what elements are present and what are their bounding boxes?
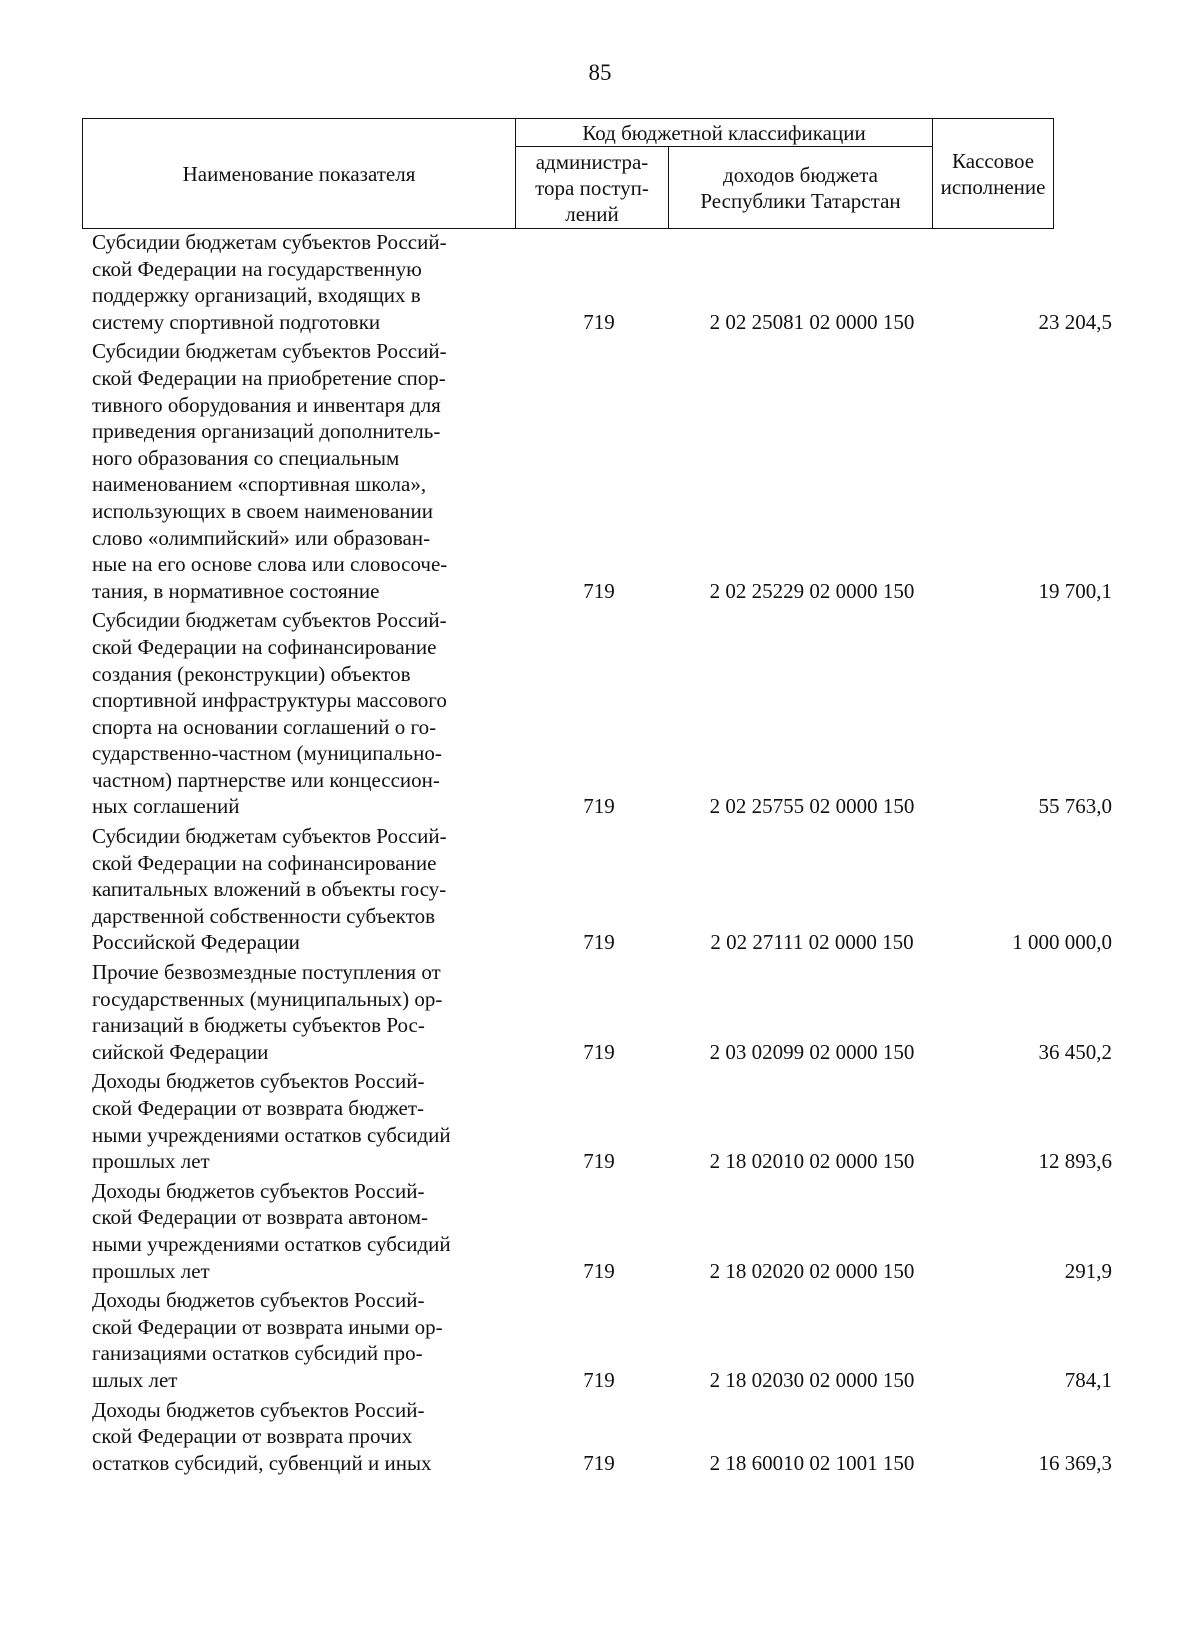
indicator-name-line: сударственно-частном (муниципально- <box>92 741 442 766</box>
indicator-name-line: ской Федерации от возврата автоном- <box>92 1205 429 1230</box>
indicator-name <box>82 229 522 335</box>
indicator-name-line: наименованием «спортивная школа», <box>92 472 427 497</box>
indicator-name-line: тивного оборудования и инвентаря для <box>92 392 441 417</box>
cash-execution-amount: 19 700,1 <box>1038 578 1112 603</box>
budget-classification-code: 2 18 02020 02 0000 150 <box>709 1258 915 1283</box>
indicator-name <box>82 1068 522 1174</box>
indicator-name-line: Доходы бюджетов субъектов Россий- <box>92 1069 425 1094</box>
indicator-name-line: ного образования со специальным <box>92 445 400 470</box>
indicator-name-line: систему спортивной подготовки <box>92 309 381 334</box>
table-row <box>82 229 1122 335</box>
indicator-name-line: Субсидии бюджетам субъектов Россий- <box>92 824 447 849</box>
indicator-name-line: Прочие безвозмездные поступления от <box>92 960 441 985</box>
table-body <box>82 229 1122 1479</box>
budget-classification-code: 2 18 02010 02 0000 150 <box>709 1149 915 1174</box>
cash-execution-amount: 23 204,5 <box>1038 309 1112 334</box>
table-row <box>82 959 1122 1065</box>
admin-code: 719 <box>583 1258 615 1283</box>
table-row <box>82 1287 1122 1393</box>
indicator-name-line: шлых лет <box>92 1367 178 1392</box>
budget-classification-code: 2 03 02099 02 0000 150 <box>709 1039 915 1064</box>
admin-code: 719 <box>583 794 615 819</box>
indicator-name-line: Российской Федерации <box>92 930 300 955</box>
header-name: Наименование показателя <box>83 119 516 229</box>
header-execution: Кассовое исполнение <box>933 119 1054 229</box>
indicator-name <box>82 959 522 1065</box>
indicator-name-line: ными учреждениями остатков субсидий <box>92 1122 451 1147</box>
indicator-name-line: использующих в своем наименовании <box>92 498 433 523</box>
indicator-name-line: ской Федерации на софинансирование <box>92 634 437 659</box>
cash-execution-amount: 16 369,3 <box>1038 1450 1112 1475</box>
indicator-name-line: ской Федерации от возврата иными ор- <box>92 1314 443 1339</box>
indicator-name-line: Субсидии бюджетам субъектов Россий- <box>92 230 447 254</box>
indicator-name-line: дарственной собственности субъектов <box>92 903 436 928</box>
budget-classification-code: 2 18 02030 02 0000 150 <box>709 1367 915 1392</box>
indicator-name-line: ных соглашений <box>92 794 240 819</box>
admin-code: 719 <box>583 309 615 334</box>
indicator-name <box>82 1397 522 1477</box>
indicator-name <box>82 823 522 956</box>
admin-code: 719 <box>583 1367 615 1392</box>
indicator-name <box>82 1178 522 1284</box>
indicator-name-line: ской Федерации на государственную <box>92 256 422 281</box>
table-row <box>82 823 1122 956</box>
indicator-name-line: поддержку организаций, входящих в <box>92 283 421 308</box>
indicator-name-line: тания, в нормативное состояние <box>92 578 380 603</box>
indicator-name-line: капитальных вложений в объекты госу- <box>92 877 447 902</box>
indicator-name-line: Субсидии бюджетам субъектов Россий- <box>92 608 447 633</box>
indicator-name-line: ные на его основе слова или словосоче- <box>92 552 448 577</box>
table-row <box>82 1068 1122 1174</box>
indicator-name-line: приведения организаций дополнитель- <box>92 419 441 444</box>
table-row <box>82 1397 1122 1477</box>
indicator-name-line: государственных (муниципальных) ор- <box>92 986 443 1011</box>
cash-execution-amount: 784,1 <box>1064 1367 1112 1392</box>
admin-code: 719 <box>583 1450 615 1475</box>
indicator-name <box>82 1287 522 1393</box>
table-row <box>82 607 1122 820</box>
table-row <box>82 1178 1122 1284</box>
admin-code: 719 <box>583 1149 615 1174</box>
cash-execution-amount: 55 763,0 <box>1038 794 1112 819</box>
budget-classification-code: 2 18 60010 02 1001 150 <box>709 1450 915 1475</box>
header-code-group: Код бюджетной классификации <box>516 119 933 147</box>
indicator-name-line: спортивной инфраструктуры массового <box>92 688 447 713</box>
indicator-name-line: ской Федерации от возврата бюджет- <box>92 1096 425 1120</box>
indicator-name-line: остатков субсидий, субвенций и иных <box>92 1450 432 1475</box>
admin-code: 719 <box>583 930 615 955</box>
indicator-name-line: Доходы бюджетов субъектов Россий- <box>92 1178 425 1203</box>
cash-execution-amount: 36 450,2 <box>1038 1039 1112 1064</box>
indicator-name-line: создания (реконструкции) объектов <box>92 661 411 686</box>
budget-classification-code: 2 02 27111 02 0000 150 <box>710 930 914 955</box>
budget-classification-code: 2 02 25755 02 0000 150 <box>709 794 915 819</box>
indicator-name-line: ской Федерации от возврата прочих <box>92 1424 413 1449</box>
budget-classification-code: 2 02 25229 02 0000 150 <box>709 578 915 603</box>
indicator-name-line: сийской Федерации <box>92 1039 269 1064</box>
indicator-name-line: прошлых лет <box>92 1149 210 1174</box>
indicator-name <box>82 607 522 820</box>
table-header <box>82 118 1054 229</box>
cash-execution-amount: 12 893,6 <box>1038 1149 1112 1174</box>
cash-execution-amount: 1 000 000,0 <box>1012 930 1112 955</box>
cash-execution-amount: 291,9 <box>1064 1258 1112 1283</box>
budget-classification-code: 2 02 25081 02 0000 150 <box>709 309 915 334</box>
admin-code: 719 <box>583 1039 615 1064</box>
indicator-name-line: слово «олимпийский» или образован- <box>92 525 431 550</box>
indicator-name <box>82 338 522 604</box>
indicator-name-line: ганизаций в бюджеты субъектов Рос- <box>92 1013 425 1038</box>
header-admin: администра- тора поступ- лений <box>516 147 669 229</box>
indicator-name-line: частном) партнерстве или концессион- <box>92 767 440 792</box>
table-row <box>82 338 1122 604</box>
indicator-name-line: ской Федерации на приобретение спор- <box>92 365 446 390</box>
admin-code: 719 <box>583 578 615 603</box>
page-number: 85 <box>588 60 612 85</box>
indicator-name-line: Субсидии бюджетам субъектов Россий- <box>92 339 447 364</box>
indicator-name-line: Доходы бюджетов субъектов Россий- <box>92 1288 425 1313</box>
indicator-name-line: ской Федерации на софинансирование <box>92 850 437 875</box>
header-income: доходов бюджета Республики Татарстан <box>669 147 933 229</box>
indicator-name-line: ными учреждениями остатков субсидий <box>92 1231 451 1256</box>
indicator-name-line: ганизациями остатков субсидий про- <box>92 1341 423 1366</box>
indicator-name-line: прошлых лет <box>92 1258 210 1283</box>
indicator-name-line: спорта на основании соглашений о го- <box>92 714 437 739</box>
indicator-name-line: Доходы бюджетов субъектов Россий- <box>92 1397 425 1422</box>
